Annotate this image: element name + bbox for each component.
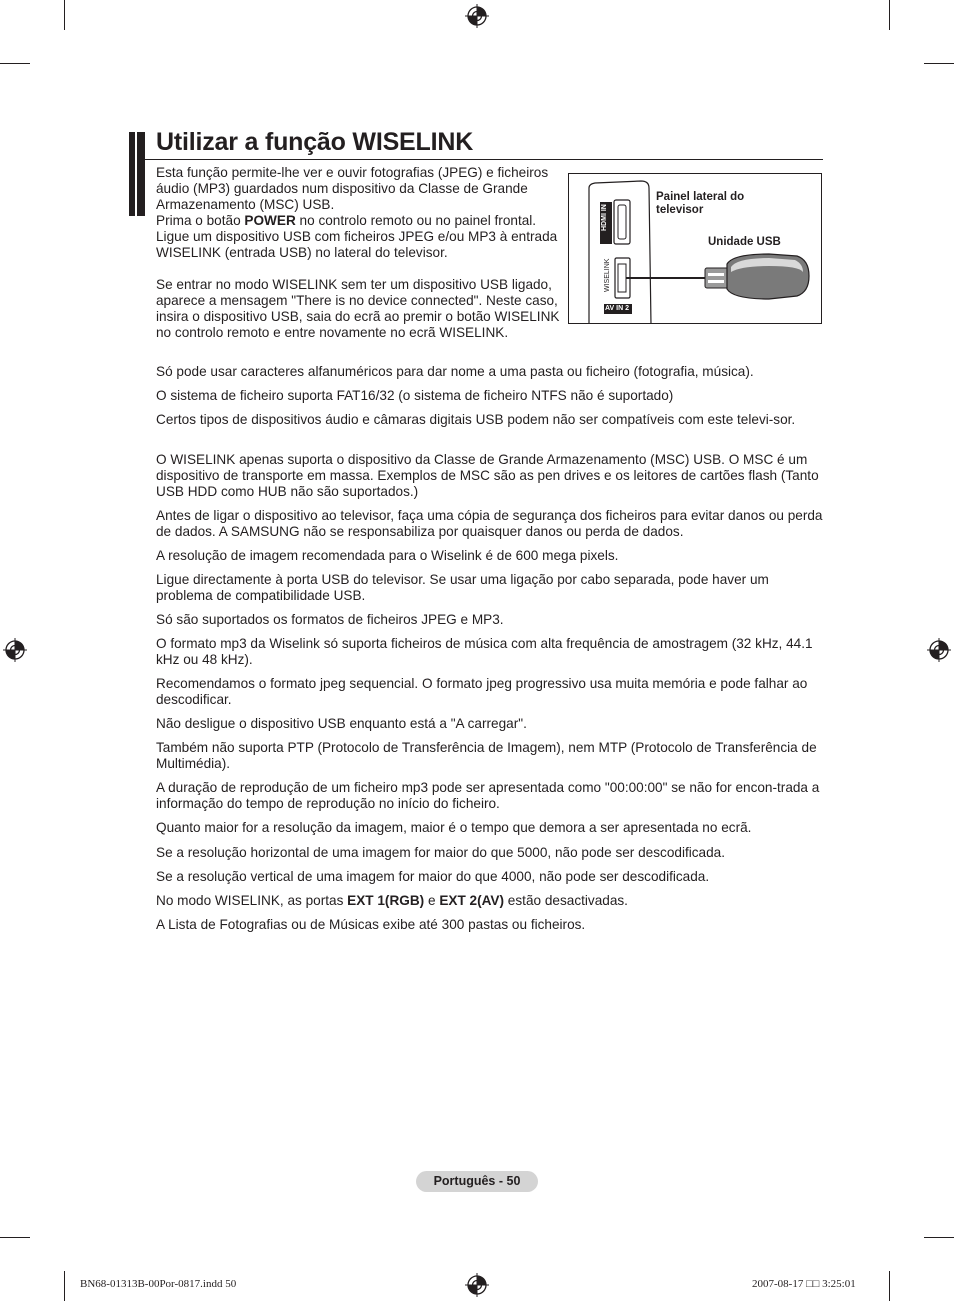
connect-instruction: Ligue um dispositivo USB com ficheiros JPEG e/ou MP3 à entrada WISELINK (entrada USB) no lateral do televisor. xyxy=(156,229,558,260)
note-paragraph: Ligue directamente à porta USB do televisor. Se usar uma ligação por cabo separada, pode haver um problema de compatibilidade USB. xyxy=(156,572,769,603)
note-paragraph: Não desligue o dispositivo USB enquanto está a "A carregar". xyxy=(156,716,527,731)
wiselink-port-label: WISELINK xyxy=(604,258,611,292)
note-paragraph: Só são suportados os formatos de ficheiros JPEG e MP3. xyxy=(156,612,504,627)
power-instruction: Prima o botão POWER no controlo remoto ou no painel frontal. xyxy=(156,213,537,228)
crop-mark xyxy=(64,1271,65,1301)
crop-mark xyxy=(924,63,954,64)
note-paragraph: Certos tipos de dispositivos áudio e câmaras digitais USB podem não ser compatíveis com este televi-sor. xyxy=(156,412,796,427)
title-underline xyxy=(145,159,823,160)
usb-connection-figure xyxy=(568,173,822,324)
note-paragraph: O WISELINK apenas suporta o dispositivo da Classe de Grande Armazenamento (MSC) USB. O MSC é um dispositivo de transporte em massa. Exemplos de MSC são as pen drives e os leitores de cartões flash (Tanto USB HDD como HUB não são suportados.) xyxy=(156,452,819,499)
hdmi-port-label: HDMI IN 3 xyxy=(601,198,608,231)
note-paragraph: O formato mp3 da Wiselink só suporta ficheiros de música com alta frequência de amostragem (32 kHz, 44.1 kHz ou 48 kHz). xyxy=(156,636,813,667)
crop-mark xyxy=(0,1237,30,1238)
note-paragraph: A resolução de imagem recomendada para o Wiselink é de 600 mega pixels. xyxy=(156,548,619,563)
no-device-note: Se entrar no modo WISELINK sem ter um dispositivo USB ligado, aparece a mensagem "There is no device connected". Neste caso, insira o dispositivo USB, saia do ecrã ao premir o botão WISELINK no controlo remoto e entre novamente no ecrã WISELINK. xyxy=(156,277,560,340)
note-paragraph: Antes de ligar o dispositivo ao televisor, faça uma cópia de segurança dos ficheiros para evitar danos ou perda de dados. A SAMSUNG não se responsabiliza por quaisquer danos ou perda de dados. xyxy=(156,508,823,539)
registration-mark-bottom-icon xyxy=(465,1273,489,1297)
crop-mark xyxy=(0,63,30,64)
note-paragraph: Só pode usar caracteres alfanuméricos para dar nome a uma pasta ou ficheiro (fotografia, música). xyxy=(156,364,754,379)
file-slug: BN68-01313B-00Por-0817.indd 50 xyxy=(80,1278,237,1290)
note-paragraph: A Lista de Fotografias ou de Músicas exibe até 300 pastas ou ficheiros. xyxy=(156,917,586,932)
usb-drive-label: Unidade USB xyxy=(708,236,781,248)
note-paragraph: O sistema de ficheiro suporta FAT16/32 (o sistema de ficheiro NTFS não é suportado) xyxy=(156,388,674,403)
intro-paragraph: Esta função permite-lhe ver e ouvir fotografias (JPEG) e ficheiros áudio (MP3) guardados num dispositivo da Classe de Grande Armazenamento (MSC) USB. xyxy=(156,165,549,212)
registration-mark-left-icon xyxy=(3,638,27,662)
crop-mark xyxy=(64,0,65,30)
page-title: Utilizar a função WISELINK xyxy=(156,128,474,156)
note-paragraph: Quanto maior for a resolução da imagem, maior é o tempo que demora a ser apresentada no ecrã. xyxy=(156,820,752,835)
registration-mark-top-icon xyxy=(465,4,489,28)
registration-mark-right-icon xyxy=(927,638,951,662)
panel-label: Painel lateral do televisor xyxy=(656,191,745,216)
ext-ports-note: No modo WISELINK, as portas EXT 1(RGB) e EXT 2(AV) estão desactivadas. xyxy=(156,893,628,908)
note-paragraph: Também não suporta PTP (Protocolo de Transferência de Imagem), nem MTP (Protocolo de Transferência de Multimédia). xyxy=(156,740,817,771)
note-paragraph: Se a resolução horizontal de uma imagem for maior do que 5000, não pode ser descodificada. xyxy=(156,845,726,860)
av-port-label: AV IN 2 xyxy=(605,305,629,312)
page-number-badge: Português - 50 xyxy=(416,1171,538,1192)
crop-mark xyxy=(889,0,890,30)
print-timestamp: 2007-08-17 □□ 3:25:01 xyxy=(752,1278,856,1290)
crop-mark xyxy=(889,1271,890,1301)
note-paragraph: Recomendamos o formato jpeg sequencial. O formato jpeg progressivo usa muita memória e pode falhar ao descodificar. xyxy=(156,676,808,707)
note-paragraph: A duração de reprodução de um ficheiro mp3 pode ser apresentada como "00:00:00" se não for encon-trada a informação do tempo de reprodução no início do ficheiro. xyxy=(156,780,820,811)
note-paragraph: Se a resolução vertical de uma imagem for maior do que 4000, não pode ser descodificada. xyxy=(156,869,710,884)
title-accent-bar xyxy=(129,132,145,216)
crop-mark xyxy=(924,1237,954,1238)
